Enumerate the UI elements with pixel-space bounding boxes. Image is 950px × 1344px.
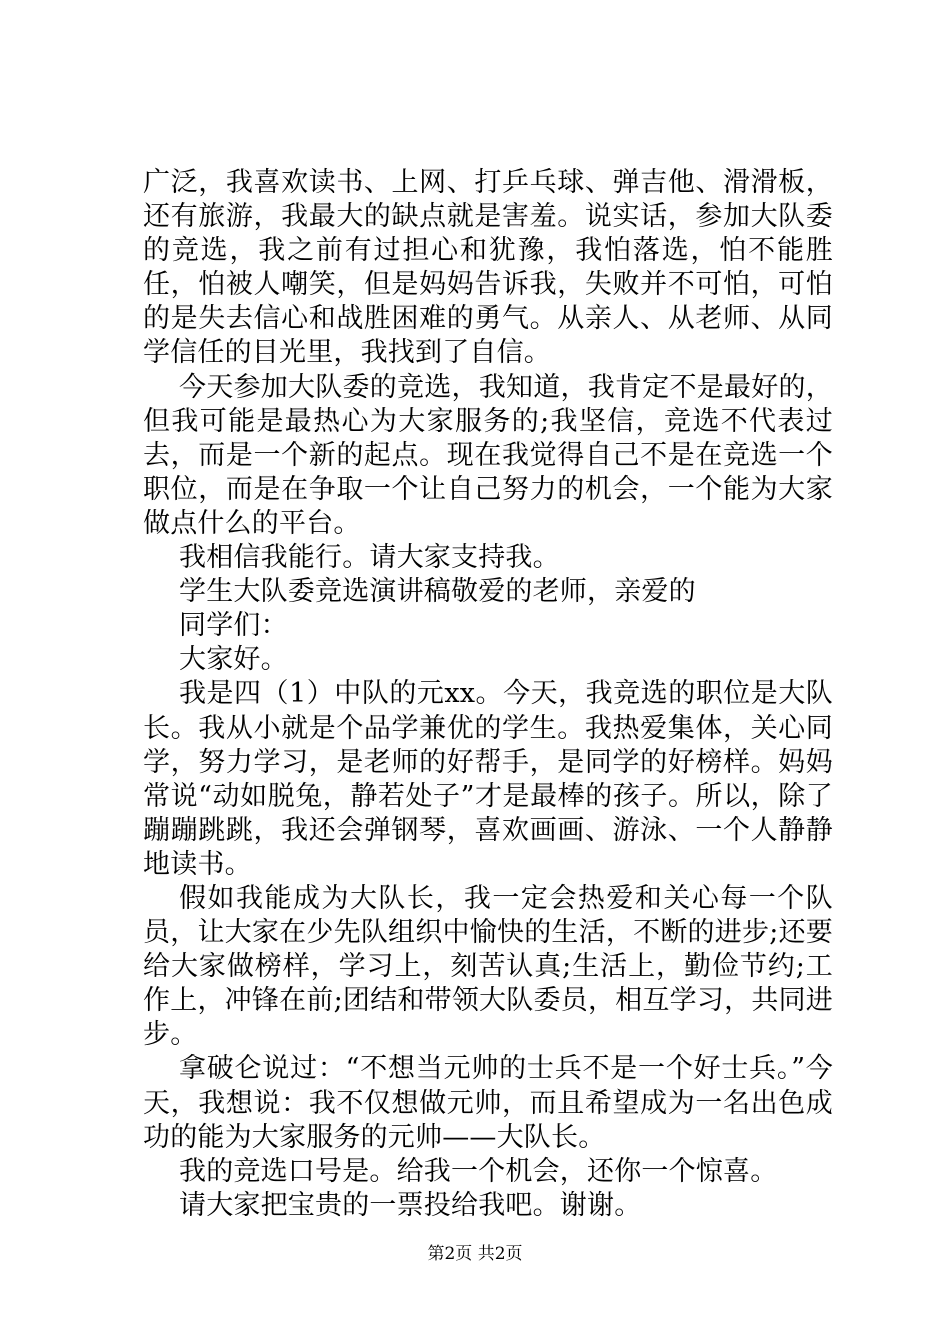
paragraph-4: 学生大队委竞选演讲稿敬爱的老师，亲爱的 xyxy=(179,576,696,608)
paragraph-6: 大家好。 xyxy=(179,644,288,676)
paragraph-7: 我是四（1）中队的元xx。今天，我竞选的职位是大队长。我从小就是个品学兼优的学生。我热爱集体，关心同学，努力学习，是老师的好帮手，是同学的好榜样。妈妈常说“动如脱兔，静若处子”才是最棒的孩子。所以，除了蹦蹦跳跳，我还会弹钢琴，喜欢画画、游泳、一个人静静地读书。 xyxy=(143,678,833,880)
paragraph-8: 假如我能成为大队长，我一定会热爱和关心每一个队员，让大家在少先队组织中愉快的生活，不断的进步;还要给大家做榜样，学习上，刻苦认真;生活上，勤俭节约;工作上，冲锋在前;团结和带领大队委员，相互学习，共同进步。 xyxy=(143,882,833,1051)
paragraph-3: 我相信我能行。请大家支持我。 xyxy=(179,542,560,574)
page-footer: 第2页 共2页 xyxy=(427,1244,523,1264)
paragraph-11: 请大家把宝贵的一票投给我吧。谢谢。 xyxy=(179,1189,642,1221)
paragraph-9: 拿破仑说过：“不想当元帅的士兵不是一个好士兵。”今天，我想说：我不仅想做元帅，而且希望成为一名出色成功的能为大家服务的元帅——大队长。 xyxy=(143,1053,833,1153)
paragraph-1: 广泛，我喜欢读书、上网、打乒乓球、弹吉他、滑滑板，还有旅游，我最大的缺点就是害羞。说实话，参加大队委的竞选，我之前有过担心和犹豫，我怕落选，怕不能胜任，怕被人嘲笑，但是妈妈告诉我，失败并不可怕，可怕的是失去信心和战胜困难的勇气。从亲人、从老师、从同学信任的目光里，我找到了自信。 xyxy=(143,167,833,369)
document-body xyxy=(143,166,833,1223)
paragraph-10: 我的竞选口号是。给我一个机会，还你一个惊喜。 xyxy=(179,1155,778,1187)
paragraph-2: 今天参加大队委的竞选，我知道，我肯定不是最好的，但我可能是最热心为大家服务的;我坚信，竞选不代表过去，而是一个新的起点。现在我觉得自己不是在竞选一个职位，而是在争取一个让自己努力的机会，一个能为大家做点什么的平台。 xyxy=(143,371,833,539)
paragraph-5: 同学们： xyxy=(179,610,288,642)
